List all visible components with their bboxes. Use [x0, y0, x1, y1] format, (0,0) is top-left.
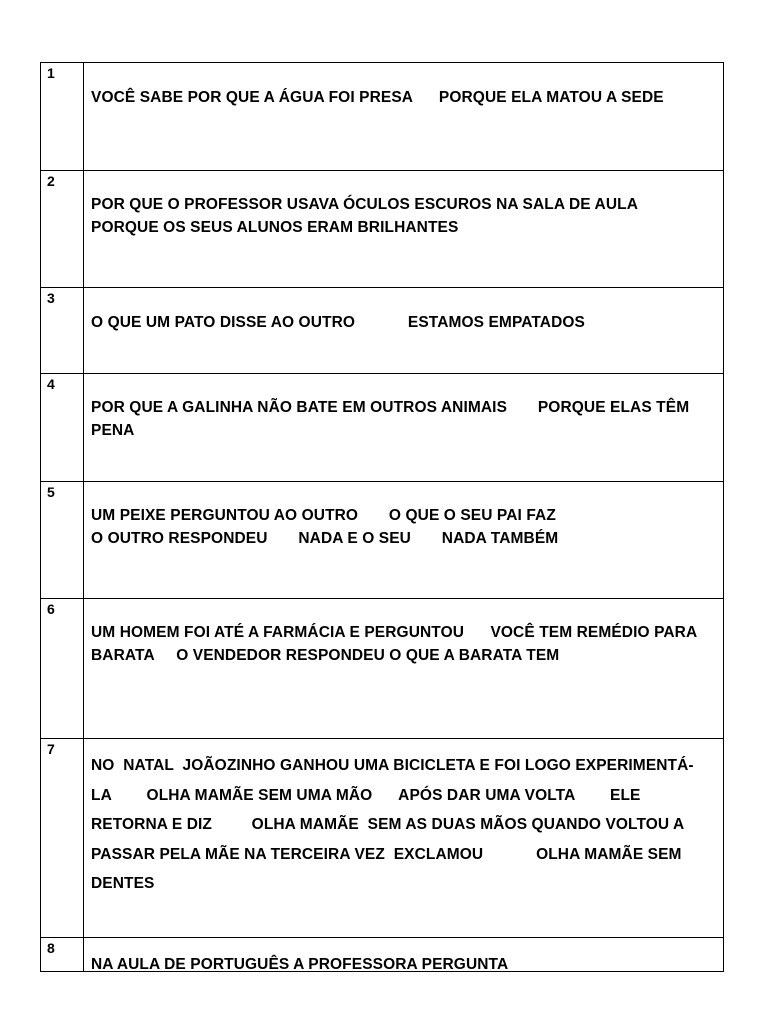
table-row	[41, 170, 723, 287]
row-number-cell	[41, 63, 84, 170]
table-row	[41, 287, 723, 373]
row-number: 3	[47, 290, 55, 306]
row-number: 1	[47, 65, 55, 81]
row-number: 7	[47, 741, 55, 757]
riddle-text: UM PEIXE PERGUNTOU AO OUTRO O QUE O SEU PAI FAZ O OUTRO RESPONDEU NADA E O SEU NADA TAMBÉM	[91, 507, 559, 547]
row-number-cell	[41, 374, 84, 481]
riddle-text: VOCÊ SABE POR QUE A ÁGUA FOI PRESA PORQUE ELA MATOU A SEDE	[91, 89, 664, 106]
riddle-text: NA AULA DE PORTUGUÊS A PROFESSORA PERGUNTA	[91, 956, 509, 973]
table-row	[41, 373, 723, 481]
row-number: 6	[47, 601, 55, 617]
riddle-text: NO NATAL JOÃOZINHO GANHOU UMA BICICLETA E FOI LOGO EXPERIMENTÁ-LA OLHA MAMÃE SEM UMA MÃO APÓS DAR UMA VOLTA ELE RETORNA E DIZ OLHA MAMÃE SEM AS DUAS MÃOS QUANDO VOLTOU A PASSAR PELA MÃE NA TERCEIRA VEZ EXCLAMOU OLHA MAMÃE SEM DENTES	[91, 757, 694, 892]
table-row	[41, 598, 723, 738]
table-row	[41, 62, 723, 170]
table-row	[41, 937, 723, 972]
row-number: 8	[47, 940, 55, 956]
riddle-text: O QUE UM PATO DISSE AO OUTRO ESTAMOS EMPATADOS	[91, 314, 585, 331]
row-number-cell	[41, 599, 84, 738]
riddle-text: POR QUE O PROFESSOR USAVA ÓCULOS ESCUROS NA SALA DE AULA PORQUE OS SEUS ALUNOS ERAM BRILHANTES	[91, 196, 669, 236]
table-row	[41, 738, 723, 937]
riddle-table	[40, 62, 724, 972]
riddle-text: POR QUE A GALINHA NÃO BATE EM OUTROS ANIMAIS PORQUE ELAS TÊM PENA	[91, 399, 694, 439]
row-number-cell	[41, 482, 84, 598]
table-row	[41, 481, 723, 598]
row-number-cell	[41, 171, 84, 287]
row-number: 4	[47, 376, 55, 392]
row-number-cell	[41, 938, 84, 972]
row-number-cell	[41, 288, 84, 373]
riddle-text: UM HOMEM FOI ATÉ A FARMÁCIA E PERGUNTOU VOCÊ TEM REMÉDIO PARA BARATA O VENDEDOR RESPONDEU O QUE A BARATA TEM	[91, 624, 702, 664]
row-number-cell	[41, 739, 84, 937]
row-number: 5	[47, 484, 55, 500]
row-number: 2	[47, 173, 55, 189]
